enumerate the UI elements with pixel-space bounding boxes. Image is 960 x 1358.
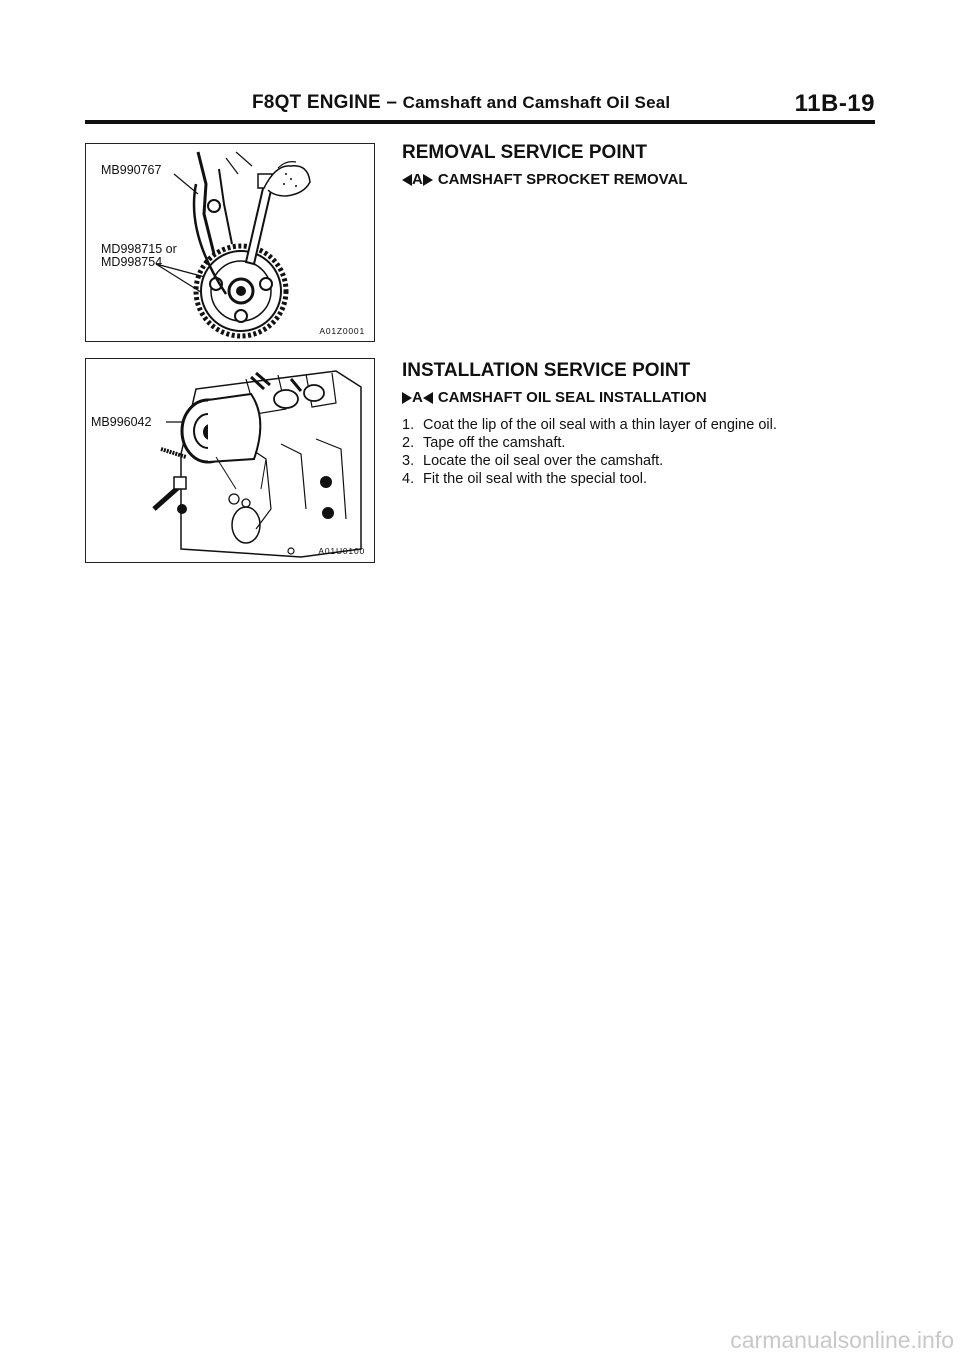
step-number: 4. <box>402 471 415 487</box>
step-text: Coat the lip of the oil seal with a thin layer of engine oil. <box>423 417 777 433</box>
removal-heading: REMOVAL SERVICE POINT <box>402 142 647 163</box>
installation-steps <box>402 416 872 488</box>
watermark: carmanualsonline.info <box>730 1327 954 1353</box>
header-divider <box>85 120 875 124</box>
list-item <box>402 434 872 452</box>
step-number: 3. <box>402 453 415 469</box>
section-subtitle: Camshaft and Camshaft Oil Seal <box>402 93 671 112</box>
installation-heading: INSTALLATION SERVICE POINT <box>402 360 691 381</box>
marker-letter: A <box>412 389 423 406</box>
page-header <box>85 92 875 122</box>
step-text: Tape off the camshaft. <box>423 435 566 451</box>
callout-md998754: MD998754 <box>101 255 163 269</box>
engine-title: F8QT ENGINE <box>252 92 381 113</box>
figure-sprocket-removal <box>85 143 375 342</box>
service-marker-a <box>402 171 433 188</box>
marker-left-triangle-icon <box>423 392 433 404</box>
list-item <box>402 470 872 488</box>
step-text: Locate the oil seal over the camshaft. <box>423 453 664 469</box>
removal-subheading <box>402 171 688 188</box>
figure-code: A01U0100 <box>318 546 365 556</box>
installation-subheading <box>402 389 707 406</box>
step-text: Fit the oil seal with the special tool. <box>423 471 648 487</box>
service-marker-a <box>402 389 433 406</box>
marker-right-triangle-icon <box>402 392 412 404</box>
oil-seal-installation-illustration <box>86 359 375 563</box>
title-separator: – <box>386 92 398 113</box>
marker-left-triangle-icon <box>402 174 412 186</box>
list-item <box>402 416 872 434</box>
section-title <box>252 92 670 114</box>
figure-code: A01Z0001 <box>319 326 365 336</box>
step-number: 2. <box>402 435 415 451</box>
callout-mb996042: MB996042 <box>91 415 152 429</box>
callout-md998715: MD998715 or <box>101 242 177 256</box>
list-item <box>402 452 872 470</box>
removal-subheading-text: CAMSHAFT SPROCKET REMOVAL <box>437 171 688 188</box>
callout-mb990767: MB990767 <box>101 163 162 177</box>
installation-subheading-text: CAMSHAFT OIL SEAL INSTALLATION <box>437 389 707 406</box>
step-number: 1. <box>402 417 415 433</box>
page-number: 11B-19 <box>794 90 875 117</box>
figure-oil-seal-installation <box>85 358 375 563</box>
marker-right-triangle-icon <box>423 174 433 186</box>
marker-letter: A <box>412 171 423 188</box>
